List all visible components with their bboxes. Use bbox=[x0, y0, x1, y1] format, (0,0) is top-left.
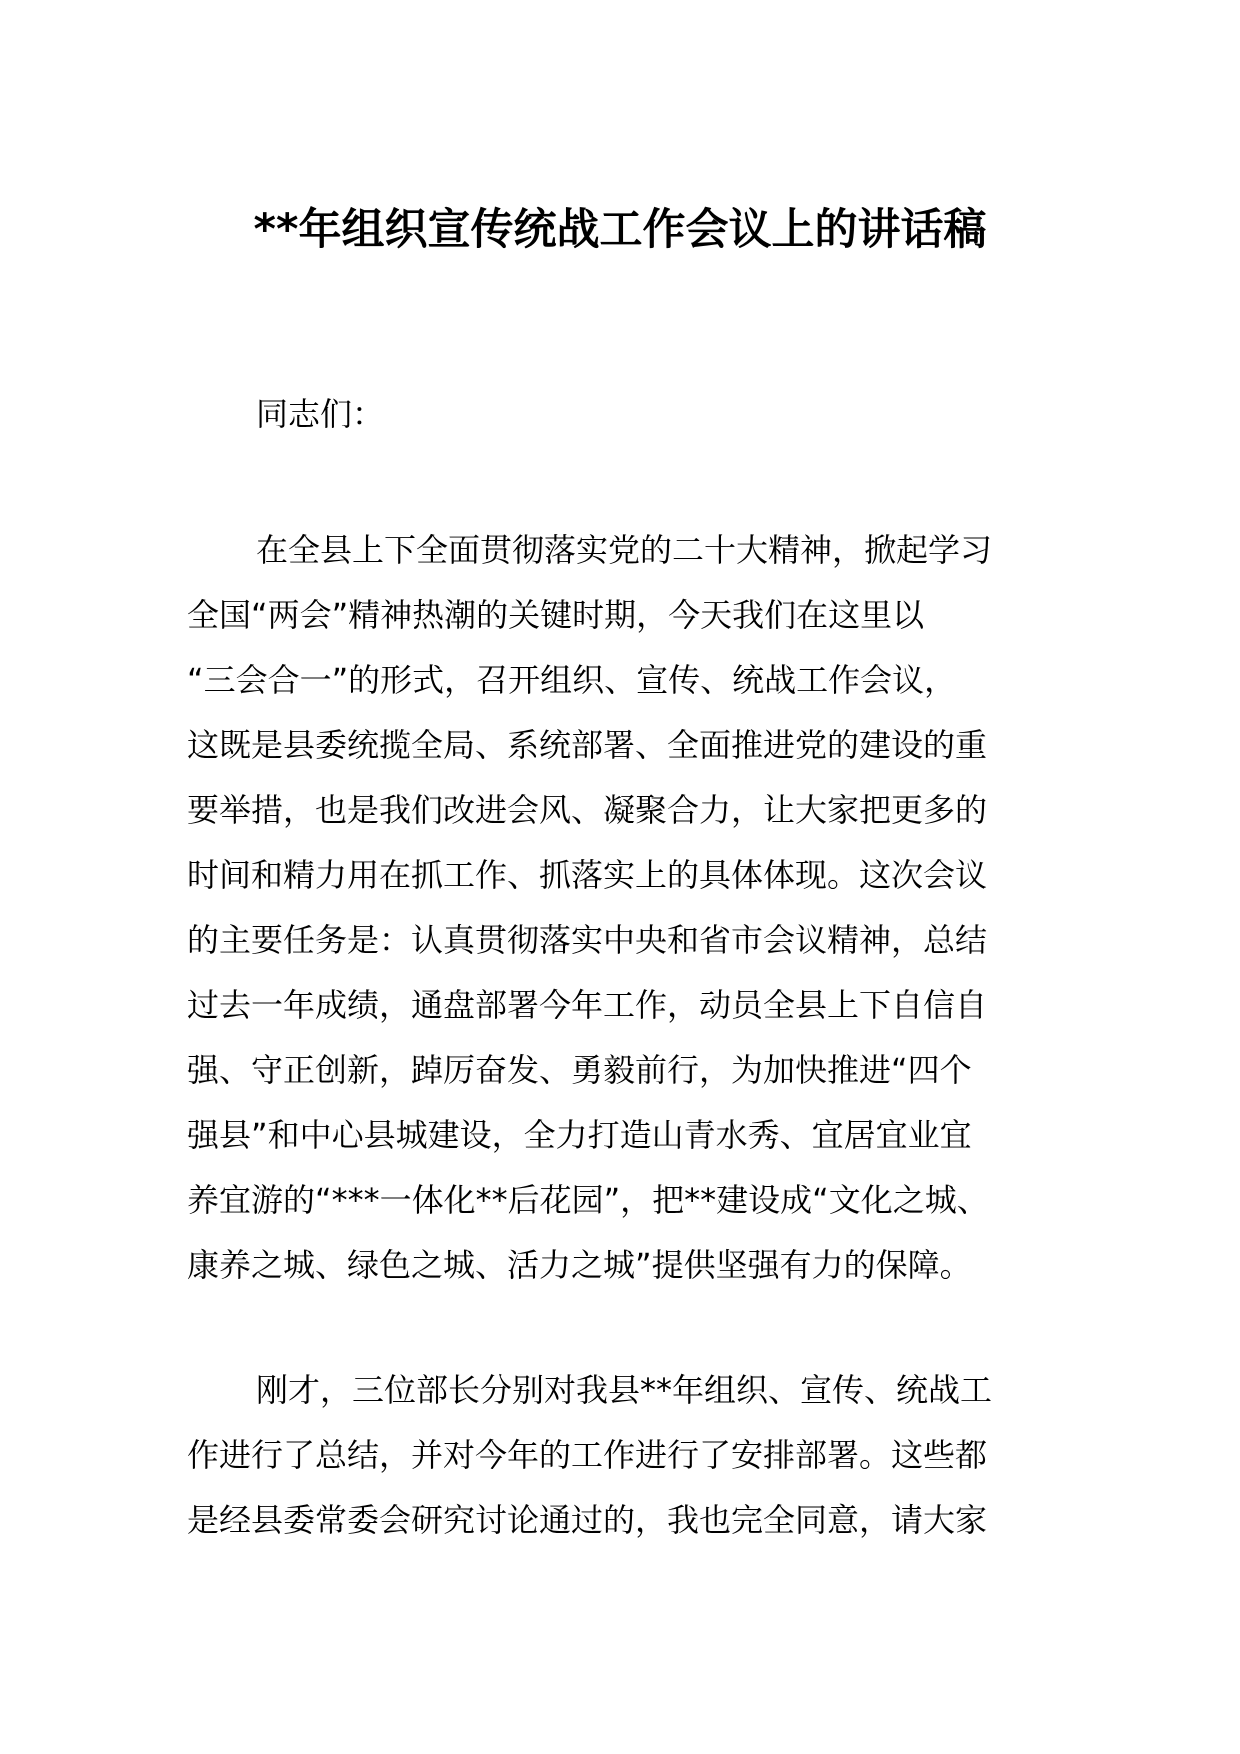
paragraph-line: 要举措，也是我们改进会风、凝聚合力，让大家把更多的 bbox=[187, 791, 988, 829]
paragraph-line: 养宜游的“***一体化**后花园”，把**建设成“文化之城、 bbox=[187, 1181, 989, 1219]
paragraph-line: 是经县委常委会研究讨论通过的，我也完全同意，请大家 bbox=[187, 1501, 988, 1539]
paragraph-2 bbox=[187, 1358, 1087, 1553]
paragraph-line: 刚才，三位部长分别对我县**年组织、宣传、统战工 bbox=[256, 1371, 993, 1409]
paragraph-line: 在全县上下全面贯彻落实党的二十大精神，掀起学习 bbox=[256, 531, 993, 569]
paragraph-line: 全国“两会”精神热潮的关键时期，今天我们在这里以 bbox=[187, 596, 925, 634]
paragraph-line: 强、守正创新，踔厉奋发、勇毅前行，为加快推进“四个 bbox=[187, 1051, 972, 1089]
salutation: 同志们： bbox=[256, 395, 385, 433]
paragraph-1 bbox=[187, 518, 1087, 1298]
document-title: **年组织宣传统战工作会议上的讲话稿 bbox=[253, 205, 987, 255]
paragraph-line: 作进行了总结，并对今年的工作进行了安排部署。这些都 bbox=[187, 1436, 988, 1474]
paragraph-line: 强县”和中心县城建设，全力打造山青水秀、宜居宜业宜 bbox=[187, 1116, 972, 1154]
paragraph-line: 康养之城、绿色之城、活力之城”提供坚强有力的保障。 bbox=[187, 1246, 972, 1284]
paragraph-line: 的主要任务是：认真贯彻落实中央和省市会议精神，总结 bbox=[187, 921, 988, 959]
paragraph-line: 时间和精力用在抓工作、抓落实上的具体体现。这次会议 bbox=[187, 856, 988, 894]
paragraph-line: “三会合一”的形式，召开组织、宣传、统战工作会议， bbox=[187, 661, 957, 699]
paragraph-line: 过去一年成绩，通盘部署今年工作，动员全县上下自信自 bbox=[187, 986, 988, 1024]
paragraph-line: 这既是县委统揽全局、系统部署、全面推进党的建设的重 bbox=[187, 726, 988, 764]
